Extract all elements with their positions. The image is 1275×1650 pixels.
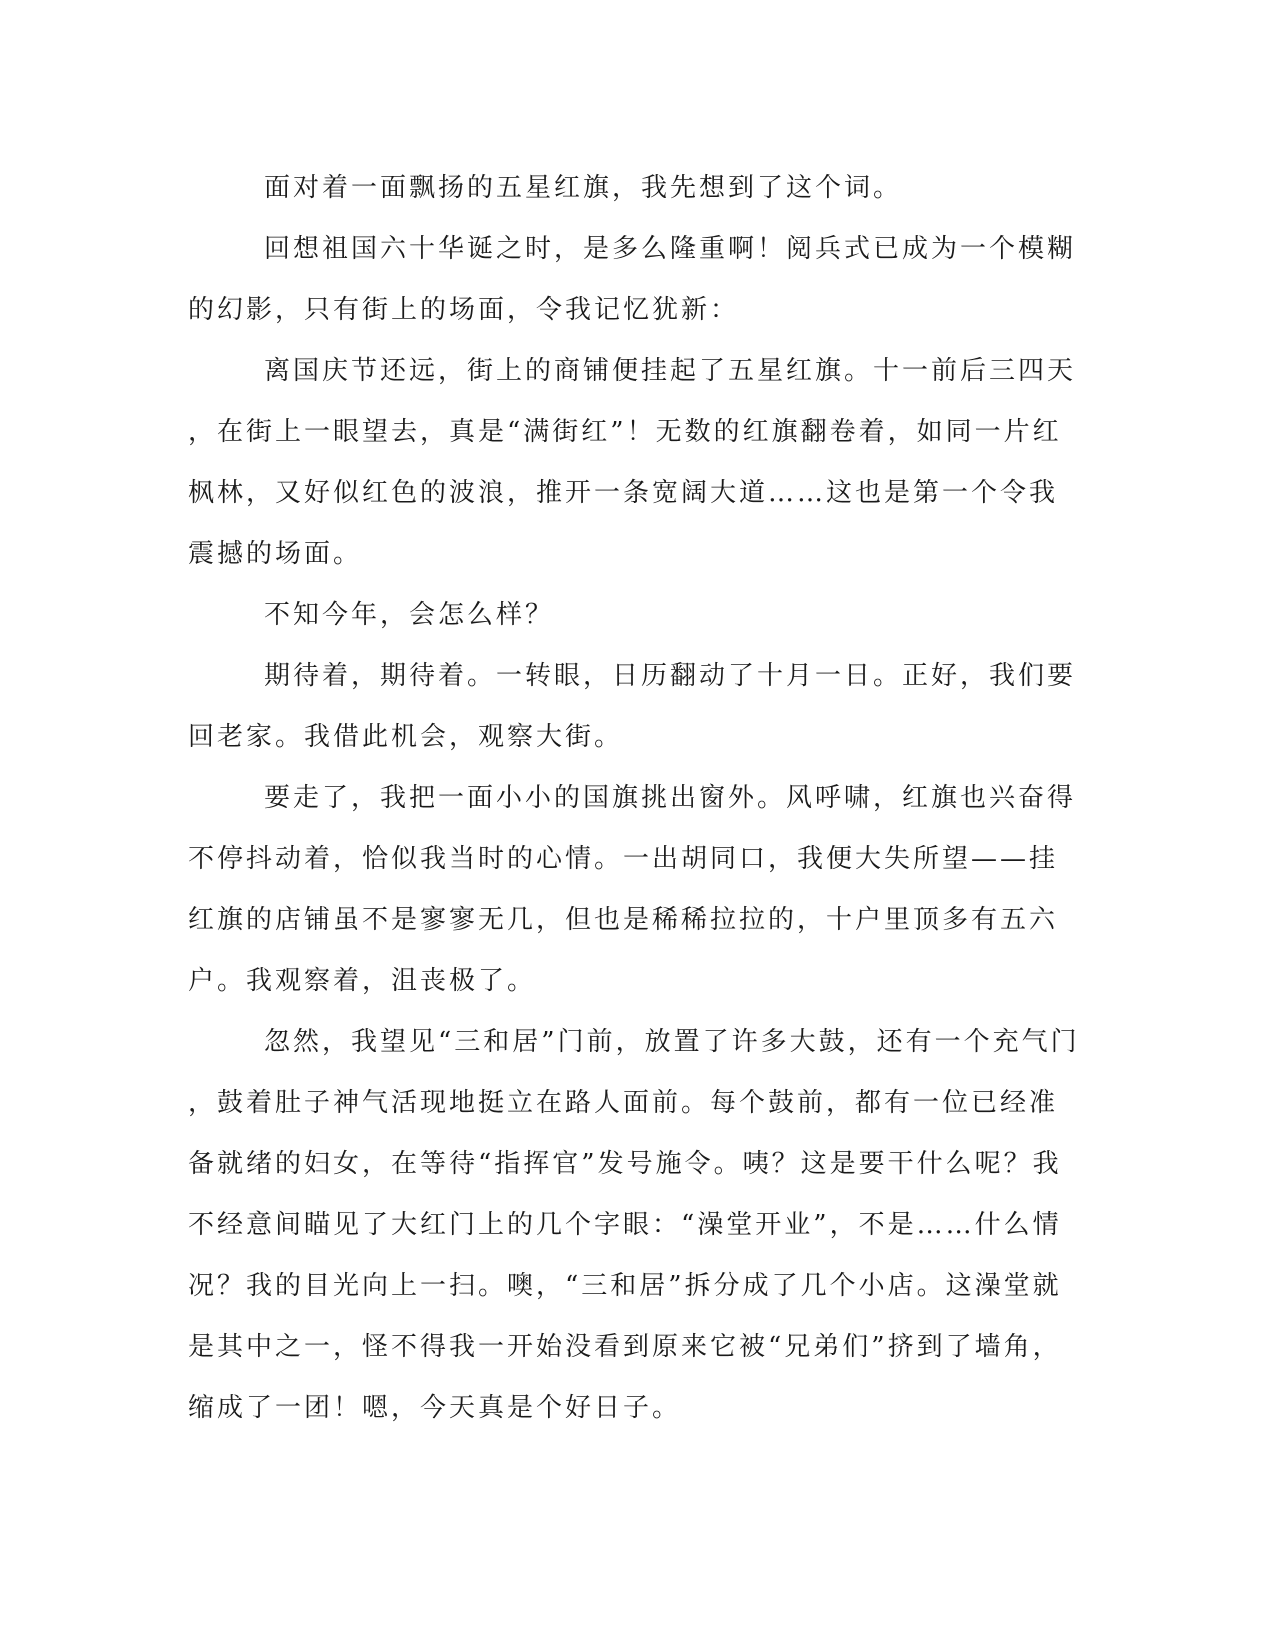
text-line: ，鼓着肚子神气活现地挺立在路人面前。每个鼓前，都有一位已经准 [188, 1088, 1059, 1118]
paragraph-1 [188, 158, 1088, 219]
text-line: 户。我观察着，沮丧极了。 [188, 966, 537, 996]
paragraph-5 [188, 646, 1088, 768]
text-line: 枫林，又好似红色的波浪，推开一条宽阔大道……这也是第一个令我 [188, 478, 1059, 508]
text-line: 回想祖国六十华诞之时，是多么隆重啊！阅兵式已成为一个模糊 [264, 234, 1077, 264]
paragraph-7 [188, 1012, 1088, 1439]
text-line: 的幻影，只有街上的场面，令我记忆犹新： [188, 295, 740, 325]
article-body [188, 158, 1088, 1439]
text-line: 面对着一面飘扬的五星红旗，我先想到了这个词。 [264, 173, 903, 203]
paragraph-2 [188, 219, 1088, 341]
text-line: 不经意间瞄见了大红门上的几个字眼：“澡堂开业”，不是……什么情 [188, 1210, 1062, 1240]
text-line: 离国庆节还远，街上的商铺便挂起了五星红旗。十一前后三四天 [264, 356, 1077, 386]
text-line: 不停抖动着，恰似我当时的心情。一出胡同口，我便大失所望——挂 [188, 844, 1059, 874]
text-line: 是其中之一，怪不得我一开始没看到原来它被“兄弟们”挤到了墙角， [188, 1332, 1062, 1362]
paragraph-6 [188, 768, 1088, 1012]
paragraph-3 [188, 341, 1088, 585]
text-line: ，在街上一眼望去，真是“满街红”！无数的红旗翻卷着，如同一片红 [188, 417, 1062, 447]
paragraph-4 [188, 585, 1088, 646]
text-line: 回老家。我借此机会，观察大街。 [188, 722, 624, 752]
text-line: 忽然，我望见“三和居”门前，放置了许多大鼓，还有一个充气门 [264, 1027, 1080, 1057]
text-line: 不知今年，会怎么样？ [264, 600, 555, 630]
text-line: 备就绪的妇女，在等待“指挥官”发号施令。咦？这是要干什么呢？我 [188, 1149, 1062, 1179]
text-line: 况？我的目光向上一扫。噢，“三和居”拆分成了几个小店。这澡堂就 [188, 1271, 1062, 1301]
text-line: 震撼的场面。 [188, 539, 363, 569]
text-line: 期待着，期待着。一转眼，日历翻动了十月一日。正好，我们要 [264, 661, 1077, 691]
text-line: 要走了，我把一面小小的国旗挑出窗外。风呼啸，红旗也兴奋得 [264, 783, 1077, 813]
text-line: 红旗的店铺虽不是寥寥无几，但也是稀稀拉拉的，十户里顶多有五六 [188, 905, 1059, 935]
text-line: 缩成了一团！嗯，今天真是个好日子。 [188, 1393, 682, 1423]
